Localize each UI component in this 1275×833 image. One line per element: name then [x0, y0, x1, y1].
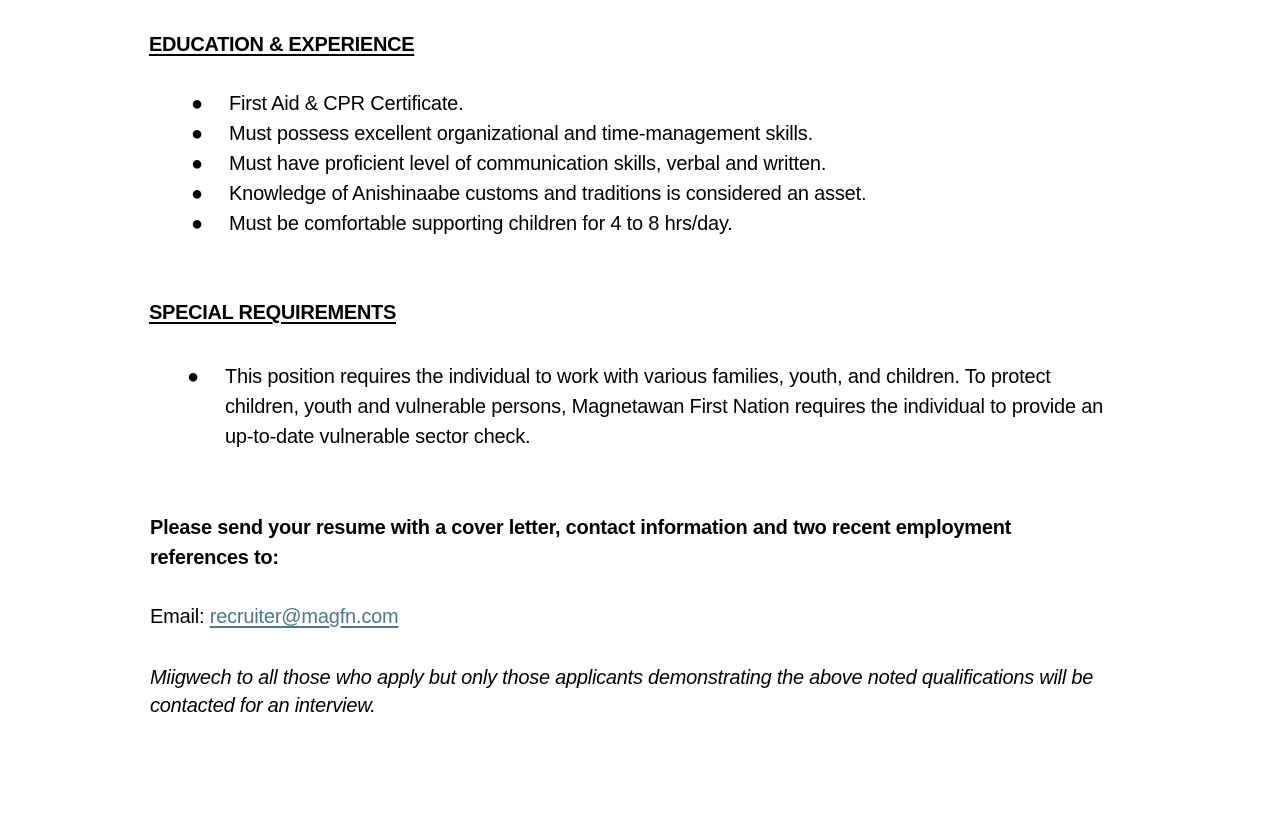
list-item [0, 362, 1125, 452]
list-item-text: This position requires the individual to work with various families, youth, and children. To protect children, youth and vulnerable persons, Magnetawan First Nation requires the individual to provide an up-to-date vulnerable sector check. [225, 366, 1104, 448]
email-line [150, 606, 399, 629]
list-item-text: Must have proficient level of communication skills, verbal and written. [229, 153, 827, 175]
email-link[interactable]: recruiter@magfn.com [209, 606, 399, 628]
application-instructions: Please send your resume with a cover letter, contact information and two recent employment references to: [150, 517, 1012, 569]
list-item-text: Must be comfortable supporting children for 4 to 8 hrs/day. [229, 213, 733, 235]
education-list [0, 89, 866, 239]
list-item-text: Must possess excellent organizational and time-management skills. [229, 123, 813, 145]
list-item-text: First Aid & CPR Certificate. [229, 93, 464, 115]
list-item [0, 119, 866, 149]
list-item [0, 209, 866, 239]
bullet-icon: ● [191, 123, 203, 145]
bullet-icon: ● [191, 93, 203, 115]
bullet-icon: ● [191, 213, 203, 235]
closing-note: Miigwech to all those who apply but only those applicants demonstrating the above noted qualifications will be contacted for an interview. [150, 667, 1094, 717]
bullet-icon: ● [191, 183, 203, 205]
list-item [0, 179, 866, 209]
bullet-icon: ● [187, 366, 199, 388]
bullet-icon: ● [191, 153, 203, 175]
list-item-text: Knowledge of Anishinaabe customs and traditions is considered an asset. [229, 183, 867, 205]
requirements-list [0, 362, 1125, 452]
list-item [0, 149, 866, 179]
email-label: Email: [150, 606, 205, 628]
special-requirements-heading: SPECIAL REQUIREMENTS [149, 302, 396, 324]
list-item [0, 89, 866, 119]
education-experience-heading: EDUCATION & EXPERIENCE [149, 34, 415, 56]
